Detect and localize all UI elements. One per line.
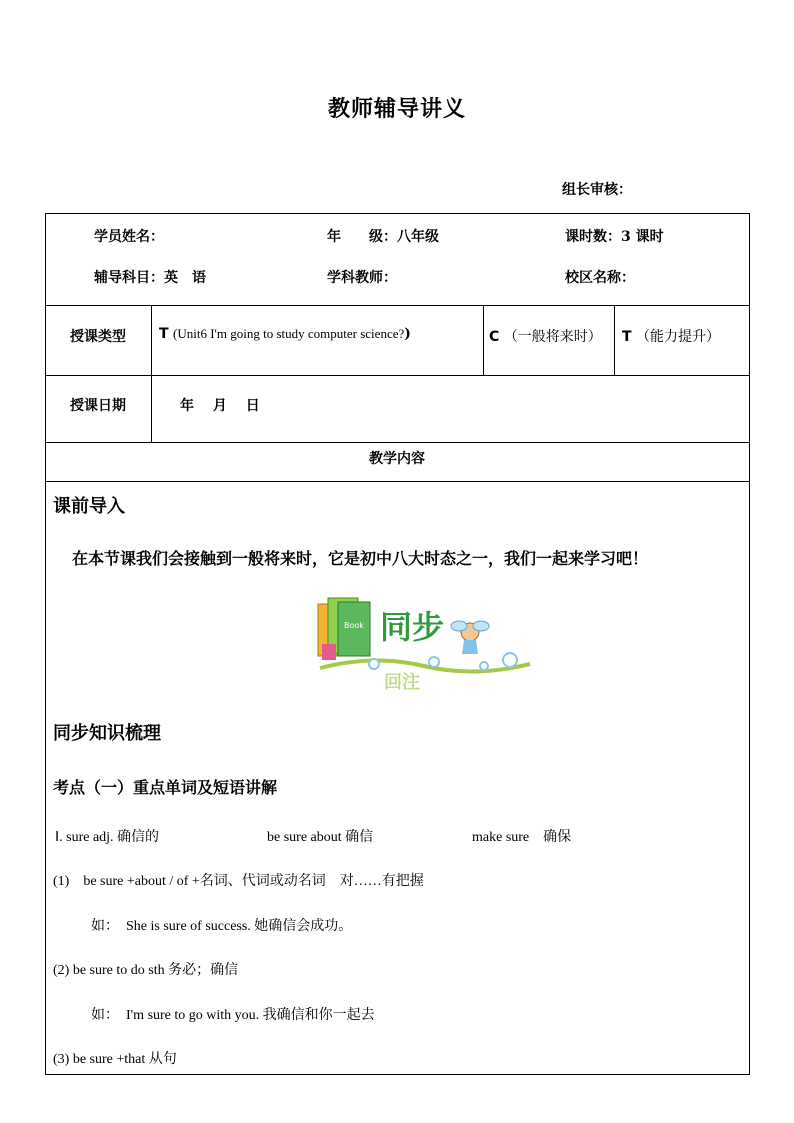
vocab-line-2: (1) be sure +about / of +名词、代词或动名词 对……有把握	[53, 874, 424, 889]
vocab-line-4: (3) be sure +that 从句	[53, 1052, 177, 1067]
lesson-type-t2	[622, 326, 720, 346]
logo-main-text: 同步	[380, 608, 445, 646]
lesson-type-c	[489, 326, 602, 346]
vocab-line-1b: be sure about 确信	[267, 830, 374, 845]
teacher-label: 学科教师：	[327, 270, 397, 286]
vocab-line-1a: Ⅰ. sure adj. 确信的	[55, 830, 160, 845]
example-line-1: 如： She is sure of success. 她确信会成功。	[91, 919, 353, 934]
c-text: （一般将来时）	[503, 329, 602, 345]
lesson-date-value: 年 月 日	[180, 398, 260, 414]
c-letter: C	[489, 329, 500, 345]
page-title: 教师辅导讲义	[327, 96, 466, 122]
class-hours-label: 课时数：3 课时	[565, 229, 664, 245]
sync-logo-image	[314, 594, 536, 690]
student-name-label: 学员姓名：	[94, 229, 164, 245]
grade-label: 年 级：八年级	[327, 229, 439, 245]
table-divider	[45, 442, 750, 443]
logo-book-text: Book	[344, 621, 364, 630]
table-column-divider	[151, 305, 152, 442]
example-line-2: 如： I'm sure to go with you. 我确信和你一起去	[91, 1008, 375, 1023]
pre-lesson-text: 在本节课我们会接触到一般将来时，它是初中八大时态之一，我们一起来学习吧！	[72, 549, 649, 568]
pre-lesson-heading: 课前导入	[53, 496, 125, 517]
lesson-date-label: 授课日期	[70, 398, 126, 414]
logo-sub-text: 回注	[384, 672, 420, 690]
content-header: 教学内容	[369, 451, 425, 467]
lesson-type-label: 授课类型	[70, 329, 126, 345]
sync-knowledge-heading: 同步知识梳理	[53, 723, 161, 744]
unit-title: (Unit6 I'm going to study computer science?	[173, 326, 405, 341]
point-heading: 考点（一）重点单词及短语讲解	[53, 778, 278, 797]
table-column-divider	[483, 305, 484, 375]
table-divider	[45, 481, 750, 482]
campus-label: 校区名称：	[565, 270, 635, 286]
vocab-line-1c: make sure 确保	[472, 830, 572, 845]
t2-text: （能力提升）	[636, 329, 721, 345]
t1-close: )	[404, 326, 411, 342]
table-column-divider	[614, 305, 615, 375]
subject-label: 辅导科目：英 语	[94, 270, 206, 286]
t-letter: T	[159, 326, 169, 342]
reviewer-label: 组长审核：	[562, 182, 632, 198]
t2-letter: T	[622, 329, 632, 345]
vocab-line-3: (2) be sure to do sth 务必；确信	[53, 963, 239, 978]
lesson-type-t1	[159, 326, 411, 342]
